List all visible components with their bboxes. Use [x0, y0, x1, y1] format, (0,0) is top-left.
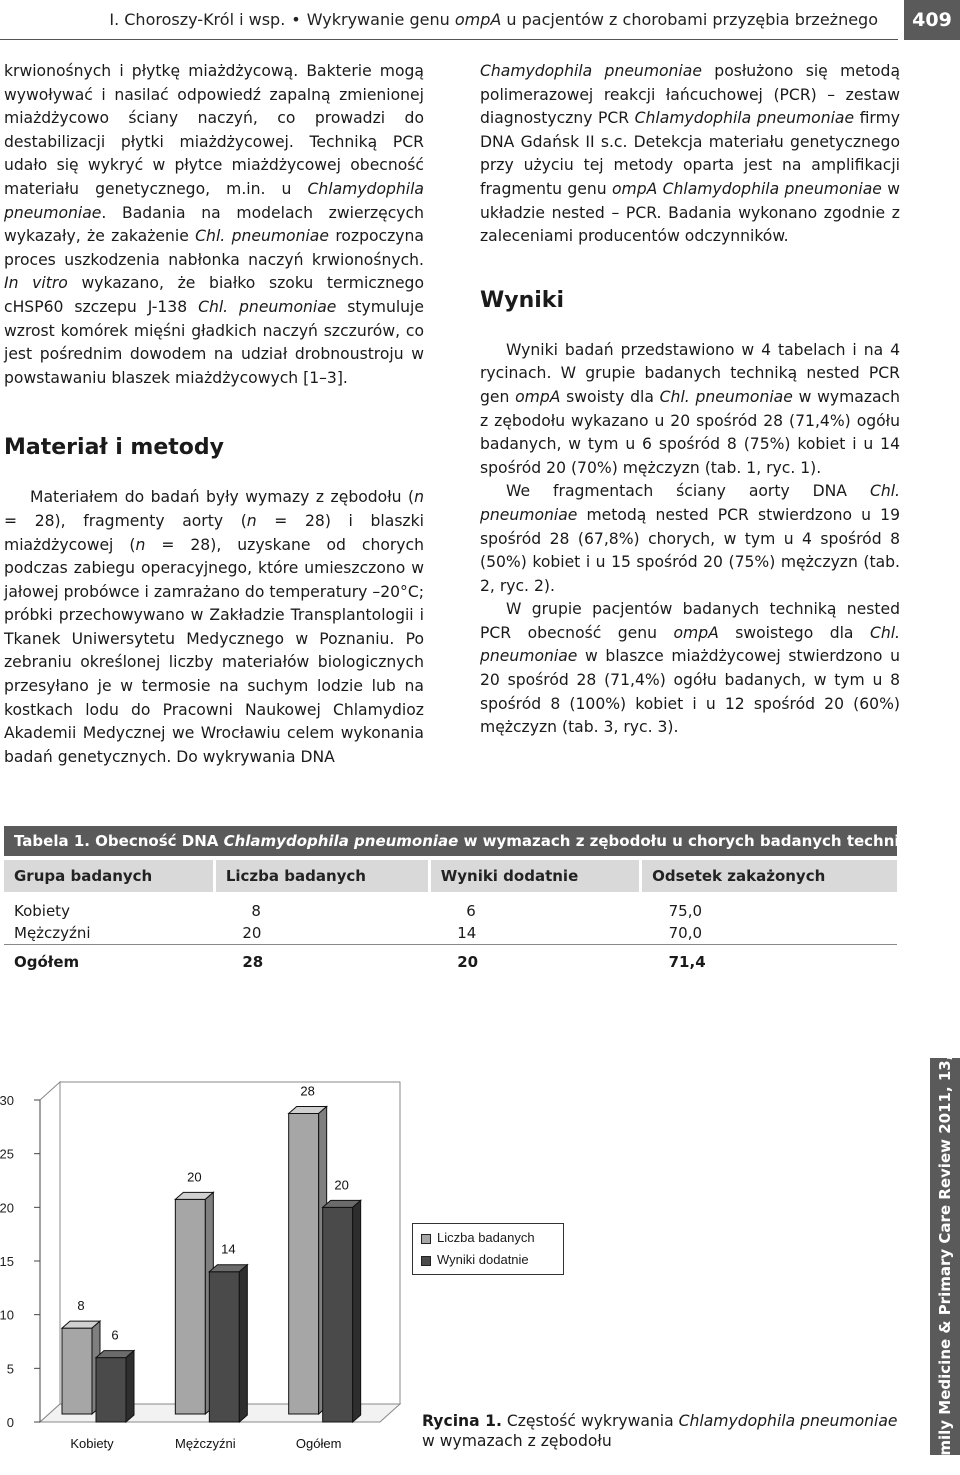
text-run: wykazano, że białko szoku termicznego cHSP60 szczepu J-138 — [4, 274, 424, 316]
bar-front — [209, 1272, 239, 1422]
figure-1-caption — [422, 1411, 922, 1451]
text-run: ompA — [515, 387, 561, 406]
table-cell-positive — [429, 892, 640, 945]
y-tick-label: 10 — [0, 1307, 14, 1323]
table-title-pre: Tabela 1. Obecność DNA — [14, 832, 224, 850]
bar-front — [323, 1207, 353, 1422]
right-column — [480, 60, 900, 740]
bar-front — [62, 1328, 92, 1414]
header-title-pre: Wykrywanie genu — [306, 10, 455, 29]
text-run: = 28), fragmenty aorty ( — [4, 511, 247, 530]
x-category-label: Kobiety — [70, 1436, 114, 1451]
text-run: w układzie nested – PCR. Badania wykonano zgodnie z zaleceniami producentów odczynników. — [480, 179, 900, 246]
running-header — [0, 0, 960, 40]
table-title-em: Chlamydophila pneumoniae — [223, 832, 459, 850]
caption-em: Chlamydophila pneumoniae — [678, 1412, 898, 1430]
bar-data-label: 20 — [334, 1177, 349, 1193]
page-number: 409 — [904, 0, 960, 40]
text-run: firmy DNA Gdańsk II s.c. Detekcja materiału genetycznego przy użyciu tej metody oparta jest na amplifikacji fragmentu genu — [480, 109, 900, 198]
y-tick-label: 5 — [6, 1361, 14, 1377]
text-run: n — [246, 511, 257, 530]
text-run: In vitro — [4, 274, 68, 293]
results-paragraph-3 — [480, 598, 900, 740]
bar-side — [126, 1351, 134, 1422]
table-cell: Ogółem — [4, 945, 214, 980]
text-run: W grupie pacjentów badanych techniką nested PCR obecność genu — [480, 600, 900, 642]
table-total-row — [4, 945, 897, 980]
bar-data-label: 20 — [187, 1169, 202, 1185]
table-cell: 14 — [457, 924, 477, 942]
table-cell-percent — [641, 892, 897, 945]
text-run: Chamydophila pneumoniae — [480, 62, 702, 80]
bar-side — [239, 1265, 247, 1422]
text-run: metodą nested PCR stwierdzono u 19 spośród 28 (67,8%) chorych, w tym u 4 spośród 8 (50%) kobiet i u 15 spośród 20 (75%) mężczyzn (tab. 2, ryc. 2). — [480, 505, 900, 595]
running-header-text — [109, 10, 878, 29]
table-cell: 6 — [466, 902, 476, 920]
text-run: stymuluje wzrost komórek mięśni gładkich naczyń szczurów, co jest pośrednim dowodem na udział drobnoustroju w powstawaniu blaszek miażdżycowych [1–3]. — [4, 297, 424, 387]
text-run: swoisty dla — [560, 387, 660, 406]
legend-item — [421, 1252, 529, 1268]
table-1 — [4, 826, 959, 979]
table-cell: 75,0 — [668, 902, 703, 920]
header-authors: I. Choroszy-Król i wsp. — [109, 10, 286, 29]
text-run: . Badania na modelach zwierzęcych wykazały, że zakażenie — [4, 203, 424, 246]
text-run: Chlamydophila pneumoniae — [4, 179, 424, 222]
results-paragraph-1 — [480, 339, 900, 481]
text-run: Chl. pneumoniae — [480, 623, 900, 666]
journal-side-band — [930, 1038, 960, 1475]
text-run: Wyniki badań przedstawiono w 4 tabelach i na 4 rycinach. W grupie badanych techniką nested PCR gen — [480, 340, 900, 406]
section-title-methods: Materiał i metody — [4, 435, 224, 461]
text-run: Chlamydophila pneumoniae — [634, 109, 855, 128]
y-tick-label: 20 — [0, 1200, 14, 1216]
caption-label: Rycina 1. — [422, 1412, 502, 1430]
legend-label: Liczba badanych — [437, 1230, 535, 1245]
x-category-label: Ogółem — [295, 1436, 342, 1451]
bar-data-label: 6 — [111, 1327, 119, 1343]
text-run: ompA Chlamydophila pneumoniae — [612, 179, 882, 198]
col-header-positive: Wyniki dodatnie — [429, 858, 640, 892]
table-title-post: w wymazach z zębodołu u chorych badanych techniką PCR — [458, 832, 959, 850]
caption-post: w wymazach z zębodołu — [422, 1432, 612, 1450]
table-cell: 70,0 — [668, 924, 703, 942]
y-tick-label: 15 — [0, 1254, 14, 1269]
col-header-group: Grupa badanych — [4, 858, 214, 892]
text-run: n — [414, 488, 424, 507]
text-run: Chl. pneumoniae — [659, 387, 793, 406]
y-tick-label: 30 — [0, 1093, 14, 1108]
results-paragraph-2 — [480, 480, 900, 598]
table-cell: 20 — [429, 945, 640, 980]
text-run: = 28) i blaszki miażdżycowej ( — [4, 511, 424, 554]
header-title-em: ompA — [454, 10, 502, 29]
table-header-row — [4, 858, 897, 892]
table-1-title — [4, 826, 959, 856]
methods-continued-paragraph — [480, 60, 900, 249]
table-cell: Mężczyźni — [14, 924, 91, 942]
text-run: Materiałem do badań były wymazy z zębodołu ( — [30, 488, 415, 507]
bar-data-label: 8 — [77, 1298, 85, 1314]
x-category-label: Mężczyźni — [174, 1436, 236, 1451]
chart-legend — [412, 1223, 564, 1275]
legend-label: Wyniki dodatnie — [437, 1252, 529, 1267]
methods-paragraph — [4, 486, 424, 769]
legend-item — [421, 1230, 535, 1246]
y-tick-label: 25 — [0, 1146, 14, 1162]
journal-name: Family Medicine & Primary Care Review 2011, 13, 3 — [936, 1038, 954, 1475]
text-run: We fragmentach ściany aorty DNA — [506, 482, 870, 501]
table-1-grid — [4, 856, 897, 979]
bar-front — [175, 1199, 205, 1414]
text-run: swoistego dla — [718, 623, 870, 642]
text-run: Chl. pneumoniae — [195, 227, 329, 246]
plot-side-wall — [40, 1082, 60, 1422]
table-cell: Kobiety — [14, 902, 70, 920]
legend-swatch — [421, 1256, 431, 1266]
table-row — [4, 892, 897, 945]
text-run: w wymazach z zębodołu wykazano u 20 spośród 28 (71,4%) ogółu badanych, w tym u 6 spośród 8 (75%) kobiet i u 14 spośród 20 (70%) mężczyzn (tab. 1, ryc. 1). — [480, 387, 901, 477]
text-run: = 28), uzyskane od chorych podczas zabiegu operacyjnego, które umieszczono w jałowej probówce i zamrażano do temperatury –20°C; próbki przechowywano w Zakładzie Transplantologii i Tkanek Uniwersytetu Medycznego w Poznaniu. Po zebraniu określonej liczby materiałów biologicznych przesyłano je w termosie na suchym lodzie lub na kostkach lodu do Pracowni Naukowej Chlamydioz Akademii Medycznej we Wrocławiu celem wykonania badań genetycznych. Do wykrywania DNA — [4, 535, 424, 766]
intro-paragraph — [4, 60, 424, 390]
table-cell: 20 — [242, 924, 262, 942]
y-tick-label: 0 — [6, 1415, 14, 1430]
bar-side — [353, 1200, 361, 1422]
legend-swatch — [421, 1234, 431, 1244]
bar-data-label: 14 — [221, 1241, 236, 1257]
table-cell-count — [214, 892, 429, 945]
col-header-percent: Odsetek zakażonych — [641, 858, 897, 892]
caption-pre: Częstość wykrywania — [501, 1412, 679, 1430]
section-title-results: Wyniki — [480, 287, 564, 313]
text-run: posłużono się metodą polimerazowej reakcji łańcuchowej (PCR) – zestaw diagnostyczny PCR — [480, 62, 901, 128]
table-cell: 8 — [251, 902, 261, 920]
text-run: krwionośnych i płytkę miażdżycową. Bakterie mogą wywoływać i nasilać odpowiedź zapalną zmienionej miażdżycowo ściany naczyń, co prowadzi do destabilizacji płytki miażdżycowej. Techniką PCR udało się wykryć w płytce miażdżycowej obecność materiału genetycznego, m.in. u — [4, 62, 424, 198]
header-rule — [0, 39, 898, 40]
text-run: ompA — [673, 623, 719, 642]
table-cell: 28 — [214, 945, 429, 980]
text-run: rozpoczyna proces uszkodzenia nabłonka naczyń krwionośnych. — [4, 227, 424, 269]
text-run: n — [135, 535, 146, 554]
table-cell: 71,4 — [641, 945, 897, 980]
header-title-post: u pacjentów z chorobami przyzębia brzeżnego — [501, 10, 878, 29]
bar-data-label: 28 — [300, 1083, 315, 1099]
table-cell-group — [4, 892, 214, 945]
bar-front — [289, 1113, 319, 1414]
bar-front — [96, 1358, 126, 1422]
col-header-count: Liczba badanych — [214, 858, 429, 892]
text-run: w blaszce miażdżycowej stwierdzono u 20 spośród 28 (71,4%) ogółu badanych, w tym u 8 spośród 8 (100%) kobiet i u 12 spośród 20 (60%) mężczyzn (tab. 3, ryc. 3). — [480, 647, 900, 737]
text-run: Chl. pneumoniae — [480, 482, 900, 524]
left-column — [4, 60, 424, 769]
text-run: Chl. pneumoniae — [198, 297, 337, 316]
bullet-icon: • — [291, 10, 301, 29]
